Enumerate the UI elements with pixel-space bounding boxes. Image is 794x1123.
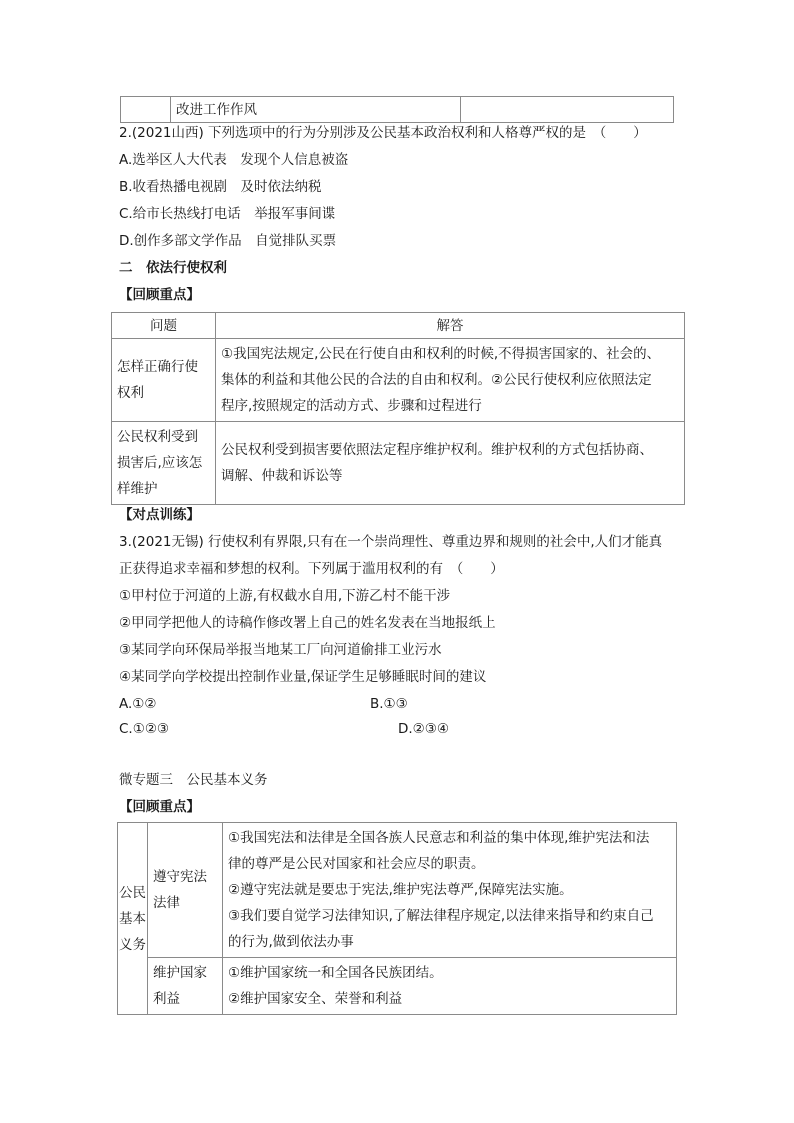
- question-2-stem: 2.(2021山西) 下列选项中的行为分别涉及公民基本政治权利和人格尊严权的是 （ ）: [119, 125, 647, 141]
- question-3-stem-line-1: 3.(2021无锡) 行使权利有界限,只有在一个崇尚理性、尊重边界和规则的社会中,人们才能真: [119, 534, 663, 550]
- table-row: [112, 339, 685, 422]
- duties-table-content-2: ①维护国家统一和全国各民族团结。 ②维护国家安全、荣誉和利益: [223, 958, 677, 1015]
- question-3-option-c: C.①②③: [119, 721, 170, 737]
- duties-table-content-1: ①我国宪法和法律是全国各族人民意志和利益的集中体现,维护宪法和法 律的尊严是公民对国家和社会应尽的职责。 ②遵守宪法就是要忠于宪法,维护宪法尊严,保障宪法实施。 ③我们要自觉学习法律知识,了解法律程序规定,以法律来指导和约束自己 的行为,做到依法办事: [223, 823, 677, 958]
- rights-table-header-answer: 解答: [216, 313, 685, 339]
- question-3-item-2: ②甲同学把他人的诗稿作修改署上自己的姓名发表在当地报纸上: [119, 615, 496, 631]
- question-2-option-b: B.收看热播电视剧 及时依法纳税: [119, 179, 322, 195]
- top-table-empty-cell: [121, 97, 171, 123]
- section-3-title: 微专题三 公民基本义务: [119, 772, 268, 788]
- question-2-option-c: C.给市长热线打电话 举报军事间谍: [119, 206, 336, 222]
- question-3-option-a: A.①②: [119, 696, 157, 712]
- rights-table-question-2: 公民权利受到 损害后,应该怎 样维护: [112, 422, 216, 505]
- table-row: [118, 958, 677, 1015]
- rights-table: [111, 312, 685, 505]
- rights-table-header-question: 问题: [112, 313, 216, 339]
- question-3-item-4: ④某同学向学校提出控制作业量,保证学生足够睡眠时间的建议: [119, 669, 487, 685]
- duties-table-topic-2: 维护国家 利益: [148, 958, 223, 1015]
- question-3-item-3: ③某同学向环保局举报当地某工厂向河道偷排工业污水: [119, 642, 442, 658]
- question-3-stem-line-2: 正获得追求幸福和梦想的权利。下列属于滥用权利的有 （ ）: [119, 561, 504, 577]
- top-table-cell: 改进工作作风: [171, 97, 461, 123]
- rights-table-answer-1: ①我国宪法规定,公民在行使自由和权利的时候,不得损害国家的、社会的、 集体的利益和其他公民的合法的自由和权利。②公民行使权利应依照法定 程序,按照规定的活动方式、步骤和过程进行: [216, 339, 685, 422]
- section-2-title: 二 依法行使权利: [119, 260, 227, 276]
- question-2-option-a: A.选举区人大代表 发现个人信息被盗: [119, 152, 349, 168]
- duties-table-group-cell: 公民 基本 义务: [118, 823, 148, 1015]
- question-3-option-b: B.①③: [370, 696, 408, 712]
- top-table: [120, 96, 674, 123]
- question-3-option-d: D.②③④: [398, 721, 449, 737]
- table-row: [112, 422, 685, 505]
- question-2-option-d: D.创作多部文学作品 自觉排队买票: [119, 233, 337, 249]
- section-3-review-label: 【回顾重点】: [119, 799, 200, 815]
- duties-table: [117, 822, 677, 1015]
- rights-table-answer-2: 公民权利受到损害要依照法定程序维护权利。维护权利的方式包括协商、 调解、仲裁和诉讼等: [216, 422, 685, 505]
- question-3-item-1: ①甲村位于河道的上游,有权截水自用,下游乙村不能干涉: [119, 588, 451, 604]
- rights-table-question-1: 怎样正确行使 权利: [112, 339, 216, 422]
- duties-table-topic-1: 遵守宪法 法律: [148, 823, 223, 958]
- practice-label: 【对点训练】: [119, 507, 200, 523]
- table-row: [118, 823, 677, 958]
- section-2-review-label: 【回顾重点】: [119, 287, 200, 303]
- top-table-empty-cell: [461, 97, 674, 123]
